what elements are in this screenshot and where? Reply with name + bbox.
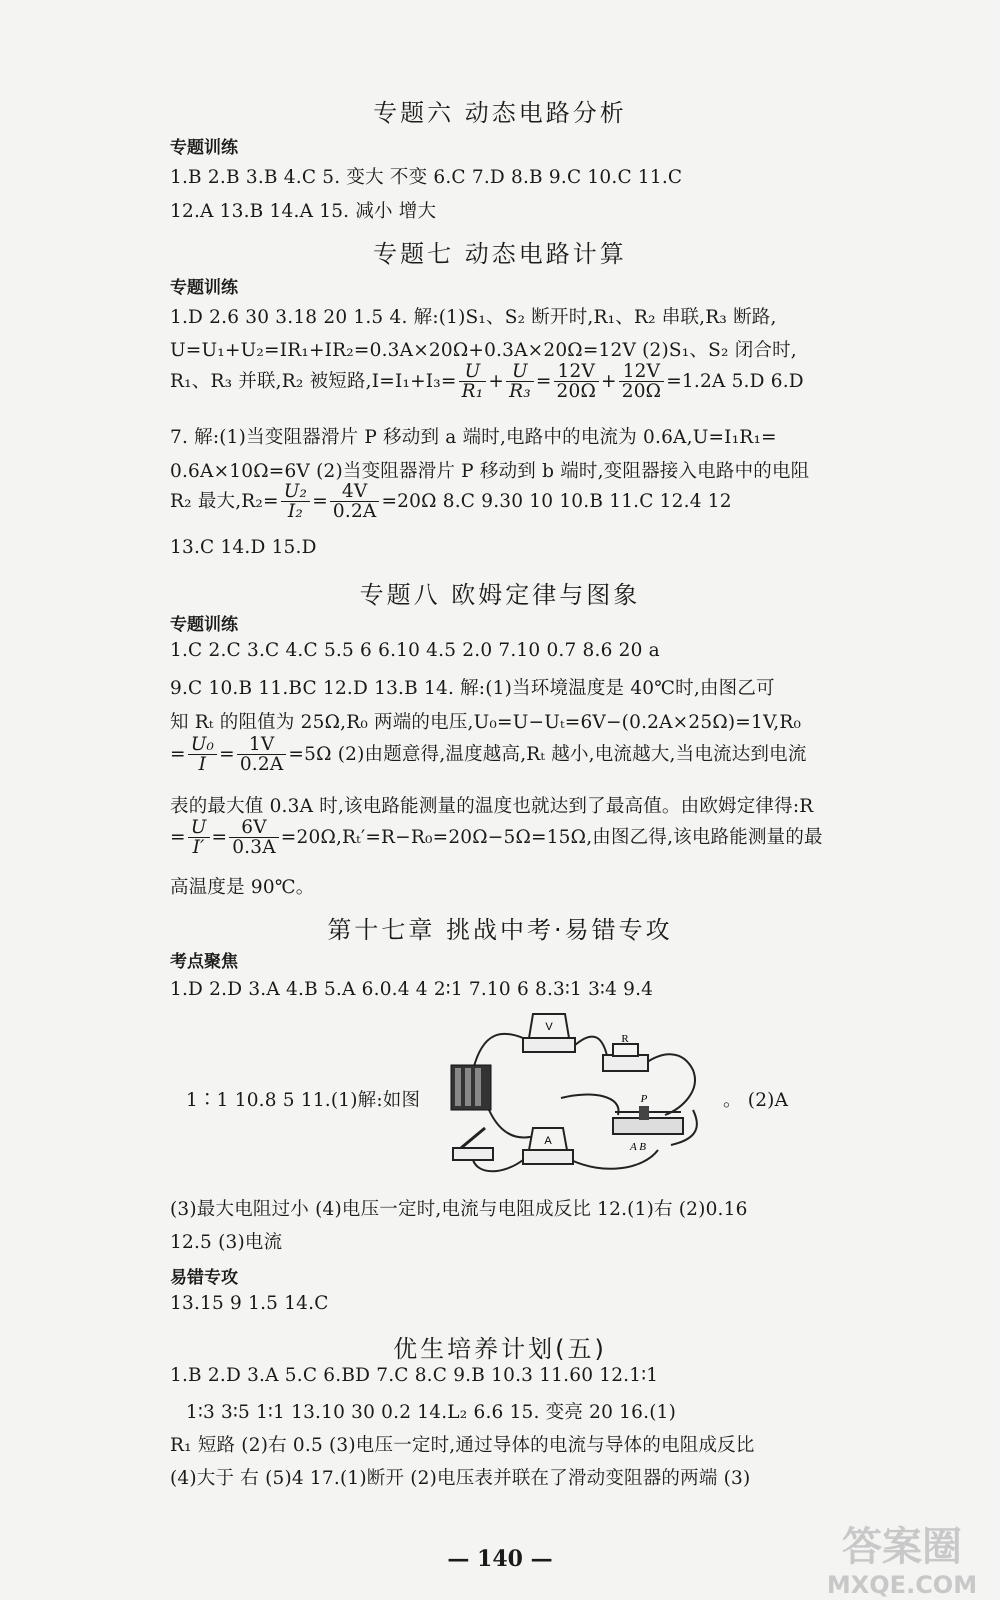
numerator: U₀: [188, 735, 217, 755]
numerator: 6V: [229, 818, 279, 838]
answer-line-with-fractions: [170, 818, 823, 858]
svg-text:R: R: [621, 1033, 629, 1045]
equals: =: [211, 826, 228, 848]
subsection-training: 专题训练: [170, 138, 238, 158]
denominator: R₁: [461, 381, 484, 403]
subsection-error-prone: 易错专攻: [170, 1268, 238, 1288]
subsection-key-points: 考点聚焦: [170, 952, 238, 972]
text: =1.2A 5.D 6.D: [666, 370, 804, 392]
page-number: — 140 —: [447, 1546, 553, 1572]
fraction: [459, 362, 487, 402]
answer-line: 1∶3 3∶5 1∶1 13.10 30 0.2 14.L₂ 6.6 15. 变亮 20 16.(1): [186, 1402, 677, 1423]
text: =20Ω,Rₜ′=R−R₀=20Ω−5Ω=15Ω,由图乙得,该电路能测量的最: [280, 826, 823, 848]
numerator: U₂: [281, 482, 310, 502]
answer-line: (3)最大电阻过小 (4)电压一定时,电流与电阻成反比 12.(1)右 (2)0.16: [170, 1199, 748, 1220]
ammeter: [523, 1128, 573, 1164]
plus: +: [488, 370, 505, 392]
fraction: [554, 362, 599, 402]
wire: [561, 1095, 619, 1115]
chapter-17-title: 第十七章 挑战中考·易错专攻: [327, 916, 673, 944]
circuit-diagram: [443, 1010, 723, 1175]
text: =: [170, 826, 186, 848]
text: =20Ω 8.C 9.30 10 10.B 11.C 12.4 12: [381, 490, 732, 512]
answer-line: 7. 解:(1)当变阻器滑片 P 移动到 a 端时,电路中的电流为 0.6A,U=I₁R₁=: [170, 427, 777, 448]
text: R₁、R₃ 并联,R₂ 被短路,I=I₁+I₃=: [170, 370, 457, 392]
svg-text:P: P: [640, 1093, 648, 1105]
answer-line: 1.B 2.D 3.A 5.C 6.BD 7.C 8.C 9.B 10.3 11.60 12.1∶1: [170, 1365, 659, 1386]
resistor: [603, 1033, 648, 1071]
fraction: [506, 362, 534, 402]
answer-line: 1.D 2.D 3.A 4.B 5.A 6.0.4 4 2∶1 7.10 6 8.3∶1 3∶4 9.4: [170, 979, 654, 1000]
subsection-training: 专题训练: [170, 278, 238, 298]
battery-pack: [451, 1065, 491, 1110]
svg-text:答案圈: 答案圈: [842, 1524, 962, 1570]
wire: [643, 1054, 695, 1115]
answer-line-with-fractions: [170, 482, 732, 522]
plus: +: [601, 370, 617, 392]
fraction: [188, 818, 210, 858]
answer-line-with-fractions: [170, 735, 807, 775]
answer-line: U=U₁+U₂=IR₁+IR₂=0.3A×20Ω+0.3A×20Ω=12V (2)S₁、S₂ 闭合时,: [170, 340, 797, 361]
fraction: [330, 482, 380, 522]
fraction: [188, 735, 217, 775]
svg-text:A B: A B: [630, 1141, 646, 1153]
answer-line: 表的最大值 0.3A 时,该电路能测量的温度也就达到了最高值。由欧姆定律得:R: [170, 796, 814, 817]
section-title-excellent-plan: 优生培养计划(五): [393, 1335, 607, 1363]
fraction: [619, 362, 664, 402]
answer-line: 1.B 2.B 3.B 4.C 5. 变大 不变 6.C 7.D 8.B 9.C 10.C 11.C: [170, 167, 683, 188]
section-title-7: 专题七 动态电路计算: [373, 240, 627, 268]
answer-line: 知 Rₜ 的阻值为 25Ω,R₀ 两端的电压,U₀=U−Uₜ=6V−(0.2A×25Ω)=1V,R₀: [170, 712, 802, 733]
numerator: 4V: [330, 482, 380, 502]
text: R₂ 最大,R₂=: [170, 490, 279, 512]
section-title-6: 专题六 动态电路分析: [373, 99, 627, 127]
section-title-8: 专题八 欧姆定律与图象: [359, 581, 641, 609]
answer-line: R₁ 短路 (2)右 0.5 (3)电压一定时,通过导体的电流与导体的电阻成反比: [170, 1435, 755, 1456]
wire: [489, 1110, 538, 1137]
fraction: [281, 482, 310, 522]
answer-line: (4)大于 右 (5)4 17.(1)断开 (2)电压表并联在了滑动变阻器的两端 (3): [170, 1468, 751, 1489]
answer-line: 1.C 2.C 3.C 4.C 5.5 6 6.10 4.5 2.0 7.10 0.7 8.6 20 a: [170, 640, 660, 661]
answer-line: 高温度是 90℃。: [170, 877, 315, 898]
switch: [453, 1128, 493, 1160]
answer-line: 。 (2)A: [723, 1090, 789, 1111]
denominator: I₂: [287, 501, 304, 523]
numerator: 12V: [619, 362, 664, 382]
answer-line-with-fractions: [170, 362, 804, 402]
svg-text:A: A: [544, 1135, 552, 1147]
numerator: 1V: [237, 735, 287, 755]
numerator: U: [188, 818, 210, 838]
text: =: [170, 743, 186, 765]
denominator: I′: [192, 837, 205, 859]
answer-line: 1.D 2.6 30 3.18 20 1.5 4. 解:(1)S₁、S₂ 断开时,R₁、R₂ 串联,R₃ 断路,: [170, 307, 777, 328]
fraction: [229, 818, 279, 858]
answer-line: 12.A 13.B 14.A 15. 减小 增大: [170, 201, 437, 222]
watermark-logo: [810, 1505, 995, 1600]
subsection-training: 专题训练: [170, 615, 238, 635]
denominator: 20Ω: [556, 381, 597, 403]
answer-line: 13.15 9 1.5 14.C: [170, 1293, 329, 1314]
answer-line: 0.6A×10Ω=6V (2)当变阻器滑片 P 移动到 b 端时,变阻器接入电路中的电阻: [170, 461, 810, 482]
answer-line: 1∶1 10.8 5 11.(1)解:如图: [186, 1090, 421, 1111]
answer-line: 12.5 (3)电流: [170, 1232, 283, 1253]
denominator: 20Ω: [621, 381, 662, 403]
denominator: I: [198, 754, 207, 776]
equals: =: [535, 370, 552, 392]
denominator: 0.3A: [232, 837, 276, 859]
answer-line: 13.C 14.D 15.D: [170, 537, 317, 558]
svg-text:V: V: [545, 1021, 553, 1033]
denominator: 0.2A: [239, 754, 284, 776]
svg-text:MXQE.COM: MXQE.COM: [826, 1571, 978, 1599]
voltmeter: [523, 1014, 575, 1052]
fraction: [237, 735, 287, 775]
answer-line: 9.C 10.B 11.BC 12.D 13.B 14. 解:(1)当环境温度是 40℃时,由图乙可: [170, 678, 775, 699]
numerator: 12V: [554, 362, 599, 382]
equals: =: [219, 743, 235, 765]
denominator: 0.2A: [332, 501, 377, 523]
numerator: U: [459, 362, 487, 382]
numerator: U: [506, 362, 534, 382]
denominator: R₃: [509, 381, 531, 403]
equals: =: [312, 490, 328, 512]
wire: [473, 1160, 523, 1171]
text: =5Ω (2)由题意得,温度越高,Rₜ 越小,电流越大,当电流达到电流: [288, 743, 807, 765]
